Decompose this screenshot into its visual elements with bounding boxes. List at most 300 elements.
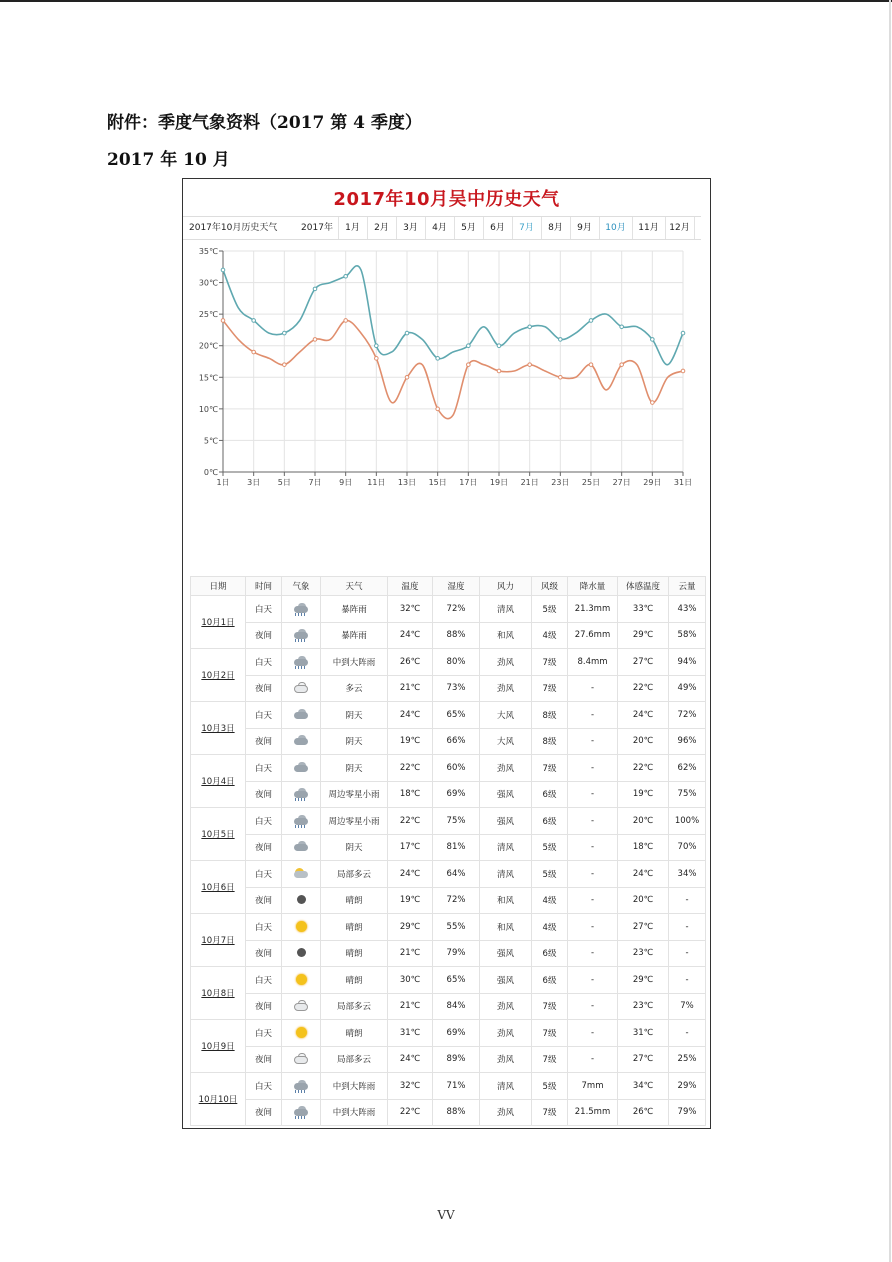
rain-cloud-icon: [292, 603, 310, 615]
data-point: [436, 407, 440, 411]
tab-month[interactable]: 2017年: [296, 217, 339, 239]
cell-hum: 69%: [433, 781, 480, 808]
cell-wind: 劲风: [480, 649, 532, 676]
cell-wind: 大风: [480, 728, 532, 755]
data-point: [221, 268, 225, 272]
cell-level: 7级: [532, 755, 568, 782]
table-row: [191, 649, 706, 676]
data-point: [467, 344, 471, 348]
cell-temp: 24℃: [388, 1046, 433, 1073]
cell-weather: 阴天: [321, 702, 388, 729]
cell-level: 7级: [532, 649, 568, 676]
data-point: [651, 338, 655, 342]
tab-month[interactable]: 3月: [396, 217, 426, 239]
data-point: [313, 287, 317, 291]
cell-level: 5级: [532, 861, 568, 888]
weather-icon-cell: [282, 702, 321, 729]
data-point: [620, 325, 624, 329]
tab-bar-label: 2017年10月历史天气: [189, 223, 278, 233]
cell-temp: 24℃: [388, 622, 433, 649]
cell-temp: 24℃: [388, 861, 433, 888]
date-link[interactable]: 10月9日: [191, 1020, 246, 1073]
y-tick-label: 0℃: [203, 468, 218, 477]
rain-cloud-icon: [292, 1106, 310, 1118]
cell-cloud: 29%: [669, 1073, 706, 1100]
cell-cloud: 62%: [669, 755, 706, 782]
table-row: [191, 1046, 706, 1073]
cell-weather: 局部多云: [321, 993, 388, 1020]
data-point: [589, 319, 593, 323]
partly-cloudy-night-icon: [292, 1053, 310, 1065]
table-row: [191, 622, 706, 649]
table-row: [191, 808, 706, 835]
table-header-cell: 风力: [480, 577, 532, 596]
data-point: [405, 375, 409, 379]
data-point: [681, 331, 685, 335]
cell-hum: 65%: [433, 702, 480, 729]
table-row: [191, 940, 706, 967]
cell-time: 夜间: [246, 834, 282, 861]
cell-temp: 29℃: [388, 914, 433, 941]
tab-month[interactable]: 2月: [367, 217, 397, 239]
cell-hum: 72%: [433, 596, 480, 623]
cell-weather: 周边零星小雨: [321, 808, 388, 835]
table-header-cell: 云量: [669, 577, 706, 596]
cell-rain: 8.4mm: [568, 649, 618, 676]
cell-temp: 32℃: [388, 596, 433, 623]
table-header-cell: 气象: [282, 577, 321, 596]
cell-wind: 清风: [480, 1073, 532, 1100]
table-header-cell: 体感温度: [618, 577, 669, 596]
cell-weather: 多云: [321, 675, 388, 702]
cell-time: 夜间: [246, 887, 282, 914]
table-row: [191, 914, 706, 941]
cell-rain: -: [568, 1046, 618, 1073]
date-link[interactable]: 10月8日: [191, 967, 246, 1020]
cell-weather: 晴朗: [321, 914, 388, 941]
weather-icon-cell: [282, 967, 321, 994]
cell-time: 夜间: [246, 622, 282, 649]
tab-month[interactable]: 5月: [454, 217, 484, 239]
weather-icon-cell: [282, 887, 321, 914]
tab-month[interactable]: 6月: [483, 217, 513, 239]
rain-cloud-icon: [292, 656, 310, 668]
cell-level: 6级: [532, 940, 568, 967]
cell-time: 白天: [246, 596, 282, 623]
x-tick-label: 17日: [459, 478, 478, 487]
weather-icon-cell: [282, 861, 321, 888]
cell-level: 6级: [532, 808, 568, 835]
cell-wind: 劲风: [480, 1046, 532, 1073]
cell-rain: 27.6mm: [568, 622, 618, 649]
data-point: [313, 338, 317, 342]
cell-feel: 22℃: [618, 675, 669, 702]
table-header-cell: 日期: [191, 577, 246, 596]
cell-wind: 清风: [480, 861, 532, 888]
cell-rain: -: [568, 755, 618, 782]
date-link[interactable]: 10月1日: [191, 596, 246, 649]
cell-hum: 72%: [433, 887, 480, 914]
cell-time: 夜间: [246, 1046, 282, 1073]
cell-feel: 33℃: [618, 596, 669, 623]
table-header-cell: 湿度: [433, 577, 480, 596]
weather-icon-cell: [282, 1046, 321, 1073]
cell-cloud: 79%: [669, 1099, 706, 1126]
cell-hum: 73%: [433, 675, 480, 702]
cell-feel: 34℃: [618, 1073, 669, 1100]
table-row: [191, 967, 706, 994]
x-tick-label: 19日: [489, 478, 509, 487]
cell-feel: 27℃: [618, 649, 669, 676]
cell-temp: 26℃: [388, 649, 433, 676]
cell-hum: 81%: [433, 834, 480, 861]
doc-title: 附件：季度气象资料（2017 第 4 季度）: [107, 113, 422, 133]
cell-time: 夜间: [246, 1099, 282, 1126]
cell-temp: 24℃: [388, 702, 433, 729]
series-line-2: [223, 320, 683, 418]
data-point: [405, 331, 409, 335]
rain-cloud-icon: [292, 1080, 310, 1092]
weather-icon-cell: [282, 596, 321, 623]
cell-weather: 阴天: [321, 728, 388, 755]
date-link[interactable]: 10月10日: [191, 1073, 246, 1126]
cell-level: 4级: [532, 914, 568, 941]
cell-cloud: 49%: [669, 675, 706, 702]
y-tick-label: 20℃: [198, 341, 218, 351]
cell-temp: 31℃: [388, 1020, 433, 1047]
cell-rain: -: [568, 940, 618, 967]
weather-icon-cell: [282, 1073, 321, 1100]
y-tick-label: 30℃: [198, 278, 218, 288]
cell-wind: 劲风: [480, 1099, 532, 1126]
cell-cloud: 58%: [669, 622, 706, 649]
cell-cloud: 72%: [669, 702, 706, 729]
table-row: [191, 755, 706, 782]
cell-cloud: -: [669, 887, 706, 914]
weather-icon-cell: [282, 728, 321, 755]
cell-level: 5级: [532, 834, 568, 861]
weather-history-table: [190, 576, 706, 1126]
y-tick-label: 10℃: [198, 404, 218, 414]
cell-cloud: -: [669, 914, 706, 941]
cell-weather: 局部多云: [321, 1046, 388, 1073]
table-row: [191, 993, 706, 1020]
cell-hum: 84%: [433, 993, 480, 1020]
cell-wind: 强风: [480, 781, 532, 808]
cell-cloud: 34%: [669, 861, 706, 888]
cell-temp: 21℃: [388, 675, 433, 702]
cell-hum: 71%: [433, 1073, 480, 1100]
cell-wind: 强风: [480, 808, 532, 835]
y-tick-label: 15℃: [198, 373, 218, 383]
cell-level: 7级: [532, 1046, 568, 1073]
x-tick-label: 31日: [673, 478, 693, 487]
cell-hum: 79%: [433, 940, 480, 967]
sun-icon: [292, 1027, 310, 1039]
moon-icon: [292, 894, 310, 906]
table-row: [191, 861, 706, 888]
cell-wind: 劲风: [480, 675, 532, 702]
table-header-cell: 天气: [321, 577, 388, 596]
data-point: [283, 363, 287, 367]
cell-cloud: 96%: [669, 728, 706, 755]
tab-month[interactable]: 9月: [570, 217, 600, 239]
y-tick-label: 25℃: [198, 310, 218, 320]
cell-wind: 劲风: [480, 755, 532, 782]
x-tick-label: 13日: [397, 478, 417, 487]
cell-temp: 32℃: [388, 1073, 433, 1100]
cell-rain: -: [568, 808, 618, 835]
cell-rain: -: [568, 675, 618, 702]
cell-wind: 和风: [480, 914, 532, 941]
cell-time: 白天: [246, 1020, 282, 1047]
cell-wind: 强风: [480, 940, 532, 967]
cell-weather: 暴阵雨: [321, 622, 388, 649]
data-point: [252, 350, 256, 354]
cell-hum: 88%: [433, 1099, 480, 1126]
table-row: [191, 675, 706, 702]
weather-icon-cell: [282, 622, 321, 649]
data-point: [559, 375, 563, 379]
cell-level: 8级: [532, 728, 568, 755]
cell-hum: 75%: [433, 808, 480, 835]
cell-rain: -: [568, 993, 618, 1020]
data-point: [620, 363, 624, 367]
data-point: [589, 363, 593, 367]
cell-weather: 中到大阵雨: [321, 1099, 388, 1126]
cell-time: 白天: [246, 649, 282, 676]
cell-hum: 69%: [433, 1020, 480, 1047]
cell-level: 7级: [532, 1099, 568, 1126]
cell-rain: -: [568, 887, 618, 914]
cell-time: 白天: [246, 808, 282, 835]
table-row: [191, 834, 706, 861]
cell-weather: 周边零星小雨: [321, 781, 388, 808]
cell-wind: 劲风: [480, 993, 532, 1020]
date-link[interactable]: 10月5日: [191, 808, 246, 861]
cell-hum: 66%: [433, 728, 480, 755]
cell-feel: 20℃: [618, 728, 669, 755]
cell-temp: 30℃: [388, 967, 433, 994]
cell-temp: 22℃: [388, 755, 433, 782]
cell-time: 白天: [246, 967, 282, 994]
data-point: [497, 344, 501, 348]
cell-temp: 21℃: [388, 940, 433, 967]
cell-hum: 89%: [433, 1046, 480, 1073]
data-point: [651, 401, 655, 405]
series-line-1: [223, 266, 683, 365]
cell-time: 白天: [246, 755, 282, 782]
tab-month[interactable]: 10月: [599, 217, 633, 239]
cell-weather: 局部多云: [321, 861, 388, 888]
cell-cloud: 94%: [669, 649, 706, 676]
data-point: [559, 338, 563, 342]
cell-hum: 55%: [433, 914, 480, 941]
cell-wind: 劲风: [480, 1020, 532, 1047]
cell-hum: 88%: [433, 622, 480, 649]
data-point: [497, 369, 501, 373]
cell-rain: -: [568, 861, 618, 888]
cell-cloud: -: [669, 967, 706, 994]
cell-feel: 27℃: [618, 1046, 669, 1073]
cell-level: 7级: [532, 1020, 568, 1047]
cell-rain: -: [568, 914, 618, 941]
weather-icon-cell: [282, 808, 321, 835]
cell-rain: -: [568, 728, 618, 755]
table-row: [191, 887, 706, 914]
table-header-cell: 时间: [246, 577, 282, 596]
cell-time: 白天: [246, 861, 282, 888]
cell-time: 夜间: [246, 675, 282, 702]
weather-icon-cell: [282, 834, 321, 861]
partly-cloudy-night-icon: [292, 1000, 310, 1012]
cell-weather: 阴天: [321, 755, 388, 782]
tab-month[interactable]: 11月: [632, 217, 666, 239]
cell-level: 4级: [532, 887, 568, 914]
cell-weather: 晴朗: [321, 967, 388, 994]
cell-time: 夜间: [246, 728, 282, 755]
cell-feel: 24℃: [618, 861, 669, 888]
moon-icon: [292, 947, 310, 959]
cell-level: 5级: [532, 596, 568, 623]
date-link[interactable]: 10月2日: [191, 649, 246, 702]
x-tick-label: 3日: [247, 478, 261, 487]
cell-temp: 18℃: [388, 781, 433, 808]
cell-cloud: 75%: [669, 781, 706, 808]
cell-level: 6级: [532, 967, 568, 994]
cell-level: 7级: [532, 993, 568, 1020]
cell-feel: 18℃: [618, 834, 669, 861]
data-point: [375, 344, 379, 348]
cell-cloud: -: [669, 1020, 706, 1047]
date-link[interactable]: 10月3日: [191, 702, 246, 755]
tab-month[interactable]: 8月: [541, 217, 571, 239]
cell-time: 白天: [246, 914, 282, 941]
data-point: [467, 363, 471, 367]
x-tick-label: 23日: [551, 478, 570, 487]
cell-cloud: 70%: [669, 834, 706, 861]
cell-feel: 22℃: [618, 755, 669, 782]
cell-level: 4级: [532, 622, 568, 649]
cell-cloud: 7%: [669, 993, 706, 1020]
tab-month[interactable]: 7月: [512, 217, 542, 239]
cloud-icon: [292, 709, 310, 721]
cell-rain: -: [568, 834, 618, 861]
data-point: [436, 357, 440, 361]
cell-weather: 阴天: [321, 834, 388, 861]
page-number: VV: [437, 1208, 455, 1222]
date-link[interactable]: 10月6日: [191, 861, 246, 914]
tab-month[interactable]: 12月: [665, 217, 695, 239]
cloud-icon: [292, 762, 310, 774]
rain-cloud-icon: [292, 629, 310, 641]
tab-month[interactable]: 4月: [425, 217, 455, 239]
table-row: [191, 781, 706, 808]
weather-icon-cell: [282, 1099, 321, 1126]
cell-weather: 晴朗: [321, 887, 388, 914]
cell-temp: 21℃: [388, 993, 433, 1020]
cell-wind: 大风: [480, 702, 532, 729]
cell-wind: 清风: [480, 834, 532, 861]
cell-time: 夜间: [246, 940, 282, 967]
cell-feel: 24℃: [618, 702, 669, 729]
cell-cloud: 25%: [669, 1046, 706, 1073]
cell-cloud: 43%: [669, 596, 706, 623]
tab-month[interactable]: 1月: [338, 217, 368, 239]
cell-weather: 晴朗: [321, 1020, 388, 1047]
data-point: [681, 369, 685, 373]
cell-level: 8级: [532, 702, 568, 729]
cell-feel: 31℃: [618, 1020, 669, 1047]
table-header-row: [191, 577, 706, 596]
data-point: [528, 325, 532, 329]
table-header-cell: 温度: [388, 577, 433, 596]
y-tick-label: 5℃: [203, 436, 218, 446]
x-tick-label: 27日: [612, 478, 631, 487]
x-tick-label: 21日: [520, 478, 539, 487]
cell-feel: 23℃: [618, 940, 669, 967]
data-point: [344, 274, 348, 278]
cell-rain: -: [568, 781, 618, 808]
weather-icon-cell: [282, 1020, 321, 1047]
table-row: [191, 702, 706, 729]
table-row: [191, 1020, 706, 1047]
x-tick-label: 11日: [367, 478, 386, 487]
page-top-border: [0, 0, 892, 2]
cell-hum: 65%: [433, 967, 480, 994]
rain-cloud-icon: [292, 815, 310, 827]
cell-feel: 27℃: [618, 914, 669, 941]
cell-wind: 清风: [480, 596, 532, 623]
cell-temp: 19℃: [388, 887, 433, 914]
x-tick-label: 29日: [643, 478, 662, 487]
weather-icon-cell: [282, 993, 321, 1020]
weather-icon-cell: [282, 675, 321, 702]
data-point: [283, 331, 287, 335]
data-point: [344, 319, 348, 323]
table-header-cell: 降水量: [568, 577, 618, 596]
weather-screenshot-frame: [182, 178, 711, 1129]
cell-rain: 21.3mm: [568, 596, 618, 623]
data-point: [528, 363, 532, 367]
cell-rain: -: [568, 967, 618, 994]
weather-icon-cell: [282, 755, 321, 782]
cell-level: 5级: [532, 1073, 568, 1100]
date-link[interactable]: 10月7日: [191, 914, 246, 967]
cell-rain: -: [568, 1020, 618, 1047]
weather-widget-title: 2017年10月吴中历史天气: [333, 189, 560, 210]
weather-icon-cell: [282, 940, 321, 967]
cell-temp: 22℃: [388, 1099, 433, 1126]
weather-icon-cell: [282, 914, 321, 941]
table-row: [191, 596, 706, 623]
date-link[interactable]: 10月4日: [191, 755, 246, 808]
x-tick-label: 7日: [308, 478, 322, 487]
cell-hum: 60%: [433, 755, 480, 782]
cell-rain: -: [568, 702, 618, 729]
sun-icon: [292, 974, 310, 986]
data-point: [375, 357, 379, 361]
partly-cloudy-day-icon: [292, 868, 310, 880]
data-point: [252, 319, 256, 323]
table-row: [191, 1073, 706, 1100]
cell-cloud: -: [669, 940, 706, 967]
cell-rain: 21.5mm: [568, 1099, 618, 1126]
cell-time: 白天: [246, 702, 282, 729]
table-header-cell: 风级: [532, 577, 568, 596]
cell-rain: 7mm: [568, 1073, 618, 1100]
cell-feel: 23℃: [618, 993, 669, 1020]
